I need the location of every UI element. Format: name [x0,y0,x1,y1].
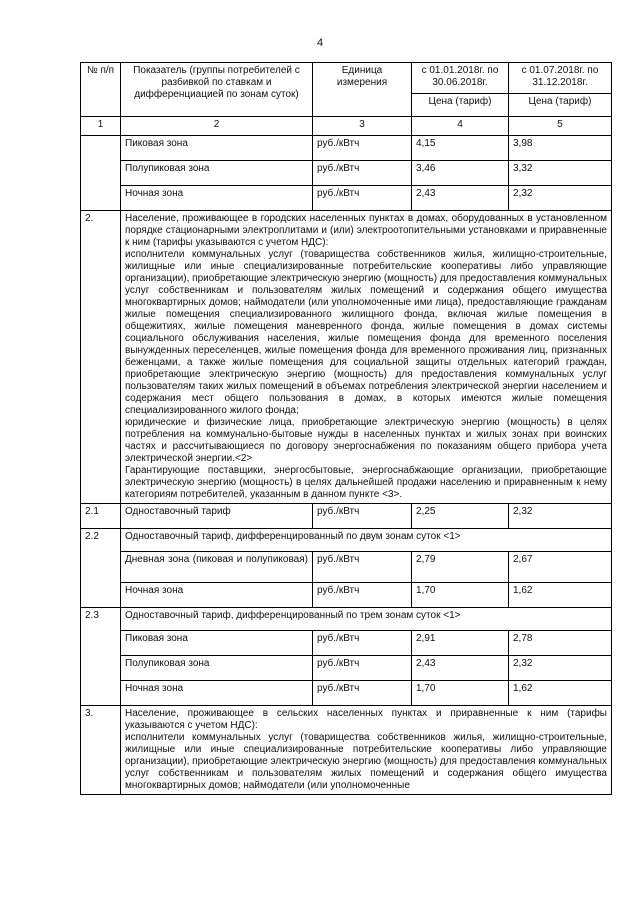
row-unit: руб./кВтч [313,552,412,583]
row-price-2: 1,62 [509,583,612,608]
section-3-num: 3. [81,706,121,795]
row-unit: руб./кВтч [313,656,412,681]
row-price-1: 2,79 [412,552,509,583]
table-row [81,161,612,186]
section-2-paragraph: Население, проживающее в городских населенных пунктах в домах, оборудованных в установленном порядке стационарными электроплитами и (или) электроотопительными установками и приравненные к ним (тарифы указываются с учетом НДС): [125,213,607,248]
row-price-1: 2,43 [412,186,509,211]
row-title: Одноставочный тариф, дифференцированный по трем зонам суток <1> [121,608,612,631]
page-number: 4 [316,37,324,49]
header-indicator: Показатель (группы потребителей с разбивкой по ставкам и дифференциацией по зонам суток) [121,63,313,117]
header-row [81,63,612,94]
row-price-1: 4,15 [412,136,509,161]
row-price-1: 2,43 [412,656,509,681]
section-2-row [81,211,612,504]
row-unit: руб./кВтч [313,681,412,706]
section-3-row [81,706,612,795]
row-price-2: 2,78 [509,631,612,656]
table-row [81,631,612,656]
column-number: 3 [313,117,412,136]
table-row [81,186,612,211]
column-number: 2 [121,117,313,136]
row-label: Полупиковая зона [121,656,313,681]
section-3-paragraph: Население, проживающее в сельских населенных пунктах и приравненные к ним (тарифы указываются с учетом НДС): [125,708,607,731]
section-3-description [121,706,612,795]
table-row [81,136,612,161]
row-label: Ночная зона [121,681,313,706]
column-numbers-row [81,117,612,136]
row-label: Одноставочный тариф [121,504,313,529]
row-label: Пиковая зона [121,631,313,656]
table-row [81,552,612,583]
header-unit: Единица измерения [313,63,412,117]
section-3-paragraph: исполнители коммунальных услуг (товарищества собственников жилья, жилищно-строительные, жилищные или иные специализированные потребительские кооперативы либо управляющие организации), приобретающие электрическую энергию (мощность) для предоставления коммунальных услуг собственникам и пользователям жилых помещений и содержания общего имущества многоквартирных домов; наймодатели (или уполномоченные [125,732,607,791]
row-unit: руб./кВтч [313,631,412,656]
row-unit: руб./кВтч [313,504,412,529]
row-label: Дневная зона (пиковая и полупиковая) [121,552,313,583]
row-num: 2.2 [81,529,121,608]
column-number: 5 [509,117,612,136]
column-number: 1 [81,117,121,136]
table-row [81,656,612,681]
row-price-2: 3,98 [509,136,612,161]
row-label: Ночная зона [121,583,313,608]
header-price-2: Цена (тариф) [509,94,612,117]
row-price-2: 2,32 [509,504,612,529]
row-unit: руб./кВтч [313,136,412,161]
table-row [81,608,612,631]
row-unit: руб./кВтч [313,583,412,608]
row-price-1: 2,25 [412,504,509,529]
row-price-2: 2,32 [509,656,612,681]
table-row [81,681,612,706]
row-label: Пиковая зона [121,136,313,161]
row-price-2: 2,32 [509,186,612,211]
row-unit: руб./кВтч [313,186,412,211]
row-price-1: 2,91 [412,631,509,656]
row-price-1: 1,70 [412,681,509,706]
row-title: Одноставочный тариф, дифференцированный по двум зонам суток <1> [121,529,612,552]
section-2-paragraph: исполнители коммунальных услуг (товарищества собственников жилья, жилищно-строительные, жилищные или иные специализированные потребительские кооперативы либо управляющие организации), приобретающие электрическую энергию (мощность) для предоставления коммунальных услуг собственникам и пользователям жилых помещений и содержания общего имущества многоквартирных домов; наймодатели (или уполномоченные ими лица), предоставляющие гражданам жилые помещения специализированного жилищного фонда, включая жилые помещения в общежитиях, жилые помещения маневренного фонда, жилые помещения в домах системы социального обслуживания населения, жилые помещения фонда для временного поселения вынужденных переселенцев, жилые помещения фонда для временного проживания лиц, признанных беженцами, а также жилые помещения для социальной защиты отдельных категорий граждан, приобретающие электрическую энергию (мощность) для предоставления коммунальных услуг пользователям таких жилых помещений в объемах потребления электрической энергии населением и содержания мест общего пользования в домах, в которых имеются жилые помещения специализированного жилого фонда; [125,249,607,416]
tariff-table [80,62,612,795]
table-row [81,504,612,529]
section-2-description [121,211,612,504]
table-row [81,583,612,608]
header-price-1: Цена (тариф) [412,94,509,117]
column-number: 4 [412,117,509,136]
section1-num-cell [81,136,121,211]
header-num: № п/п [81,63,121,117]
row-price-1: 1,70 [412,583,509,608]
row-price-2: 2,67 [509,552,612,583]
table-row [81,529,612,552]
row-price-1: 3,46 [412,161,509,186]
row-label: Полупиковая зона [121,161,313,186]
section-2-paragraph: Гарантирующие поставщики, энергосбытовые, энергоснабжающие организации, приобретающие электрическую энергию (мощность) в целях дальнейшей продажи населению и приравненным к нему категориям потребителей, указанным в данном пункте <3>. [125,465,607,500]
header-period-1: с 01.01.2018г. по 30.06.2018г. [412,63,509,94]
row-unit: руб./кВтч [313,161,412,186]
section-2-num: 2. [81,211,121,504]
row-num: 2.1 [81,504,121,529]
row-label: Ночная зона [121,186,313,211]
header-period-2: с 01.07.2018г. по 31.12.2018г. [509,63,612,94]
row-price-2: 1,62 [509,681,612,706]
row-price-2: 3,32 [509,161,612,186]
row-num: 2.3 [81,608,121,706]
section-2-paragraph: юридические и физические лица, приобретающие электрическую энергию (мощность) в целях потребления на коммунально-бытовые нужды в населенных пунктах и жилых зонах при воинских частях и рассчитывающиеся по договору энергоснабжения по показаниям общего прибора учета электрической энергии.<2> [125,417,607,464]
